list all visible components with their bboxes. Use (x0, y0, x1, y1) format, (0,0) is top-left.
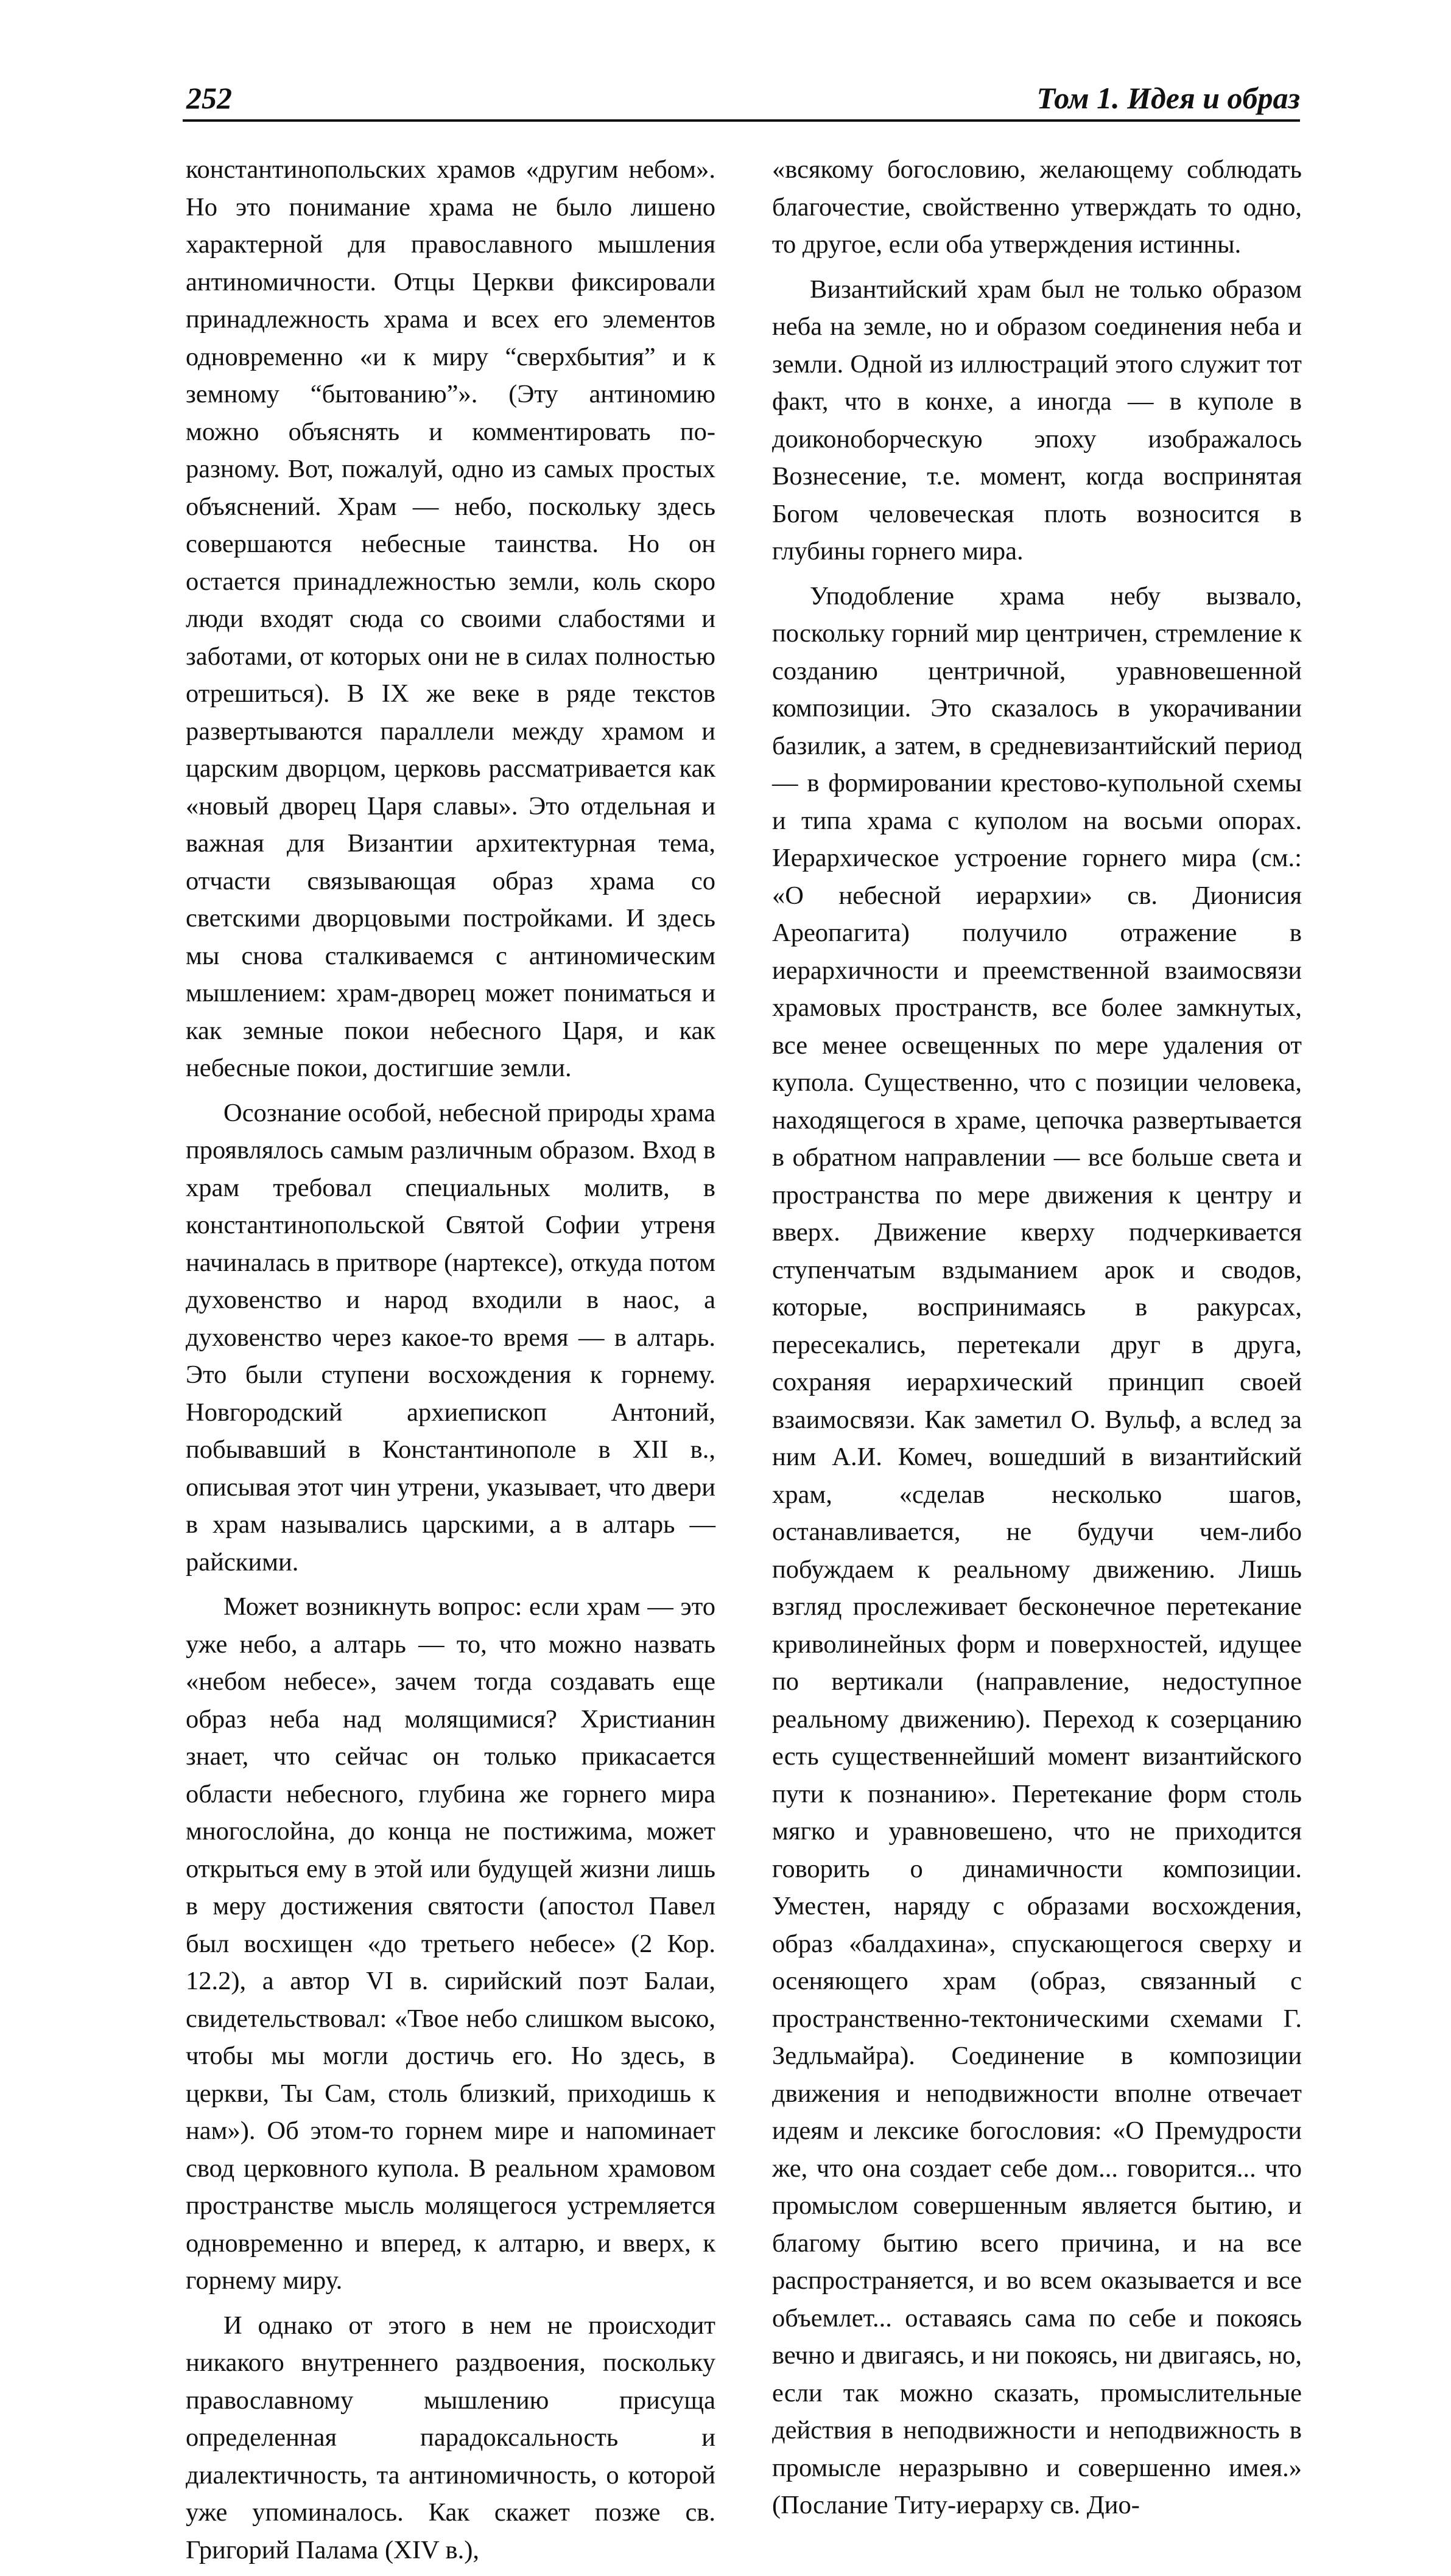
paragraph: константинопольских храмов «другим небом». Но это понимание храма не было лишено характерной для православного мышления антиномичности. Отцы Церкви фиксировали принадлежность храма и всех его элементов одновременно «и к миру “сверхбытия” и к земному “бытованию”». (Эту антиномию можно объяснять и комментировать по-разному. Вот, пожалуй, одно из самых простых объяснений. Храм — небо, поскольку здесь совершаются небесные таинства. Но он остается принадлежностью земли, коль скоро люди входят сюда со своими слабостями и заботами, от которых они не в силах полностью отрешиться). В IX же веке в ряде текстов развертываются параллели между храмом и царским дворцом, церковь рассматривается как «новый дворец Царя славы». Это отдельная и важная для Византии архитектурная тема, отчасти связывающая образ храма со светскими дворцовыми постройками. И здесь мы снова сталкиваемся с антиномическим мышлением: храм-дворец может пониматься и как земные покои небесного Царя, и как небесные покои, достигшие земли. (186, 155, 715, 1082)
right-column (772, 151, 1302, 2532)
left-column (186, 151, 715, 2576)
paragraph: Уподобление храма небу вызвало, поскольку горний мир центричен, стремление к созданию центричной, уравновешенной композиции. Это сказалось в укорачивании базилик, а затем, в средневизантийский период — в формировании крестово-купольной схемы и типа храма с куполом на восьми опорах. Иерархическое устроение горнего мира (см.: «О небесной иерархии» св. Дионисия Ареопагита) получило отражение в иерархичности и преемственной взаимосвязи храмовых пространств, все более замкнутых, все менее освещенных по мере удаления от купола. Существенно, что с позиции человека, находящегося в храме, цепочка развертывается в обратном направлении — все больше света и пространства по мере движения к центру и вверх. Движение кверху подчеркивается ступенчатым вздыманием арок и сводов, которые, воспринимаясь в ракурсах, пересекались, перетекали друг в друга, сохраняя иерархический принцип своей взаимосвязи. Как заметил О. Вульф, а вслед за ним А.И. Комеч, вошедший в византийский храм, «сделав несколько шагов, останавливается, не будучи чем-либо побуждаем к реальному движению. Лишь взгляд прослеживает бесконечное перетекание криволинейных форм и поверхностей, идущее по вертикали (направление, недоступное реальному движению). Переход к созерцанию есть существеннейший момент византийского пути к познанию». Перетекание форм столь мягко и уравновешено, что не приходится говорить о динамичности композиции. Уместен, наряду с образами восхождения, образ «балдахина», спускающегося сверху и осеняющего храм (образ, связанный с пространственно-тектоническими схемами Г. Зедльмайра). Соединение в композиции движения и неподвижности вполне отвечает идеям и лексике богословия: «О Премудрости же, что она создает себе дом... говорится... что промыслом совершенным является бытию, и благому бытию всего причина, и на все распространяется, и во всем оказывается и все объемлет... оставаясь сама по себе и покоясь вечно и двигаясь, и ни покоясь, ни двигаясь, но, если так можно сказать, промыслительные действия в неподвижности и неподвижность в промысле неразрывно и совершенно имея.» (Послание Титу-иерарху св. Дио- (772, 581, 1302, 2519)
page-number: 252 (186, 81, 232, 115)
running-title: Том 1. Идея и образ (1036, 81, 1300, 115)
paragraph: Может возникнуть вопрос: если храм — это уже небо, а алтарь — то, что можно назвать «небом небесе», зачем тогда создавать еще образ неба над молящимися? Христианин знает, что сейчас он только прикасается области небесного, глубина же горнего мира многослойна, до конца не постижима, может открыться ему в этой или будущей жизни лишь в меру достижения святости (апостол Павел был восхищен «до третьего небесе» (2 Кор. 12.2), а автор VI в. сирийский поэт Балаи, свидетельствовал: «Твое небо слишком высоко, чтобы мы могли достичь его. Но здесь, в церкви, Ты Сам, столь близкий, приходишь к нам»). Об этом-то горнем мире и напоминает свод церковного купола. В реальном храмовом пространстве мысль молящегося устремляется одновременно и вперед, к алтарю, и вверх, к горнему миру. (186, 1592, 715, 2295)
paragraph: Осознание особой, небесной природы храма проявлялось самым различным образом. Вход в храм требовал специальных молитв, в константинопольской Святой Софии утреня начиналась в притворе (нартексе), откуда потом духовенство и народ входили в наос, а духовенство через какое-то время — в алтарь. Это были ступени восхождения к горнему. Новгородский архиепископ Антоний, побывавший в Константинополе в XII в., описывая этот чин утрени, указывает, что двери в храм назывались царскими, а в алтарь — райскими. (186, 1098, 715, 1577)
paragraph: Византийский храм был не только образом неба на земле, но и образом соединения неба и земли. Одной из иллюстраций этого служит тот факт, что в конхе, а иногда — в куполе в доиконоборческую эпоху изображалось Вознесение, т.е. момент, когда воспринятая Богом человеческая плоть возносится в глубины горнего мира. (772, 275, 1302, 565)
paragraph: «всякому богословию, желающему соблюдать благочестие, свойственно утверждать то одно, то другое, если оба утверждения истинны. (772, 155, 1302, 259)
paragraph: И однако от этого в нем не происходит никакого внутреннего раздвоения, поскольку православному мышлению присуща определенная парадоксальность и диалектичность, та антиномичность, о которой уже упоминалось. Как скажет позже св. Григорий Палама (XIV в.), (186, 2311, 715, 2564)
page-header (183, 79, 1300, 122)
